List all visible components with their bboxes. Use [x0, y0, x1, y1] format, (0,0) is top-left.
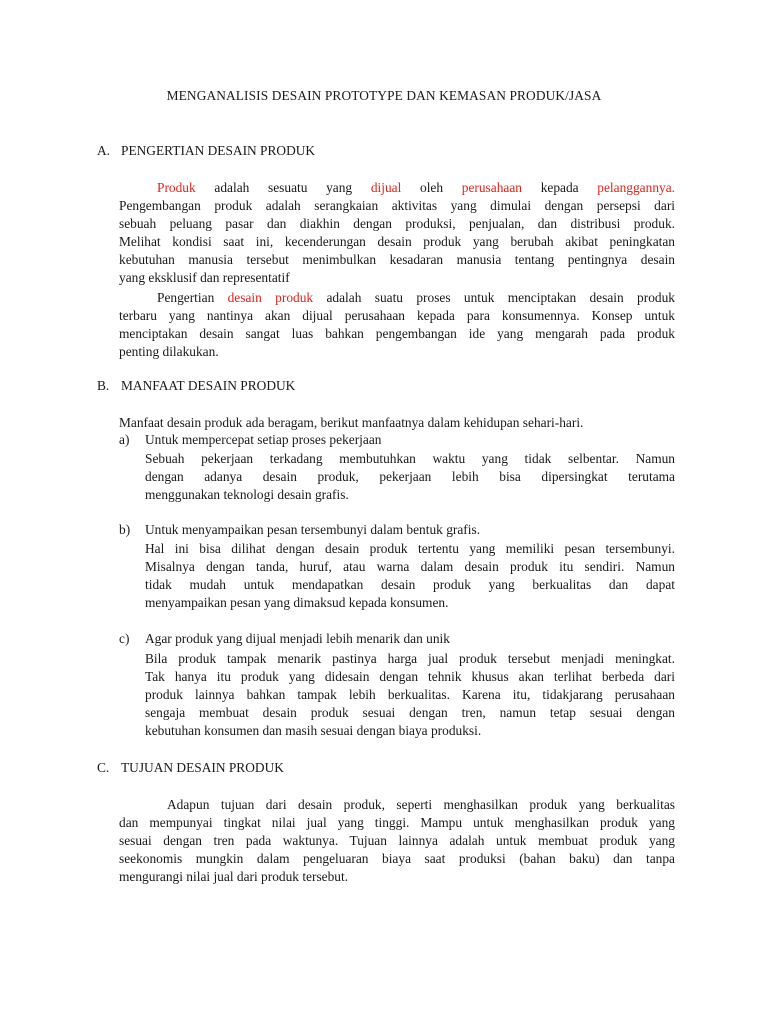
- paragraph-tujuan: [119, 796, 675, 886]
- paragraph-pengertian-1: [119, 179, 675, 287]
- highlight-term: Produk: [157, 180, 196, 195]
- paragraph-line: sebuah peluang pasar dan diakhin dengan produksi, penjualan, dan distribusi produk.: [119, 216, 675, 231]
- highlight-term: desain produk: [227, 290, 314, 305]
- highlight-term: dijual: [370, 180, 402, 195]
- list-item-title: Untuk menyampaikan pesan tersembunyi dalam bentuk grafis.: [145, 522, 481, 537]
- list-item-b: [119, 522, 480, 540]
- text-span: oleh: [420, 180, 444, 195]
- highlight-term: perusahaan: [461, 180, 522, 195]
- list-item-c: [119, 631, 450, 649]
- list-item-title: Untuk mempercepat setiap proses pekerjaan: [145, 432, 382, 447]
- paragraph-line: dan mempunyai tingkat nilai jual yang tinggi. Mampu untuk menghasilkan produk yang: [119, 815, 675, 830]
- list-item-title-line: [119, 432, 381, 450]
- paragraph-line: penting dilakukan.: [119, 344, 219, 359]
- paragraph-line: yang eksklusif dan representatif: [119, 270, 290, 285]
- text-span: Pengertian: [157, 290, 215, 305]
- paragraph-line: Misalnya dengan tanda, huruf, atau warna dalam desain produk itu sendiri. Namun: [145, 559, 675, 574]
- paragraph-line: menciptakan desain sangat luas bahkan pengembangan ide yang mengarah pada produk: [119, 326, 675, 341]
- section-title: MANFAAT DESAIN PRODUK: [121, 378, 296, 393]
- section-b-heading: [97, 378, 295, 394]
- paragraph-line: Melihat kondisi saat ini, kecenderungan desain produk yang berubah akibat peningkatan: [119, 234, 675, 249]
- list-marker: c): [119, 631, 130, 646]
- list-item-title-line: [119, 522, 480, 540]
- paragraph-line: mengurangi nilai jual dari produk tersebut.: [119, 869, 349, 884]
- text-span: kepada: [540, 180, 579, 195]
- list-item-a: [119, 432, 381, 450]
- text-span: adalah suatu proses untuk menciptakan desain produk: [326, 290, 675, 305]
- list-item-title-line: [119, 631, 450, 649]
- paragraph-line: Manfaat desain produk ada beragam, berikut manfaatnya dalam kehidupan sehari-hari.: [119, 415, 584, 430]
- section-letter: B.: [97, 378, 110, 393]
- section-letter: C.: [97, 760, 110, 775]
- paragraph-line: terbaru yang nantinya akan dijual perusahaan kepada para konsumennya. Konsep untuk: [119, 308, 675, 323]
- section-letter: A.: [97, 143, 111, 158]
- text-span: Adapun tujuan dari desain produk, seperti menghasilkan produk yang berkualitas: [167, 797, 675, 812]
- paragraph-line: menggunakan teknologi desain grafis.: [145, 487, 349, 502]
- paragraph-line: tidak mudah untuk mendapatkan desain produk yang berkualitas dan dapat: [145, 577, 675, 592]
- list-item-b-body: [145, 540, 675, 612]
- paragraph-line: menyampaikan pesan yang dimaksud kepada konsumen.: [145, 595, 449, 610]
- paragraph-line: seekonomis mungkin dalam pengeluaran biaya saat produksi (bahan baku) dan tanpa: [119, 851, 675, 866]
- paragraph-line: sengaja membuat desain produk sesuai dengan tren, namun tetap sesuai dengan: [145, 705, 675, 720]
- paragraph-line: kebutuhan konsumen dan masih sesuai dengan biaya produksi.: [145, 723, 482, 738]
- paragraph-line: Tak hanya itu produk yang didesain dengan tehnik khusus akan terlihat berbeda dari: [145, 669, 675, 684]
- section-title: TUJUAN DESAIN PRODUK: [121, 760, 284, 775]
- manfaat-intro: [119, 414, 679, 432]
- paragraph-line: Bila produk tampak menarik pastinya harga jual produk tersebut menjadi meningkat.: [145, 651, 675, 666]
- section-a-heading: [97, 143, 315, 159]
- list-item-title: Agar produk yang dijual menjadi lebih menarik dan unik: [145, 631, 450, 646]
- paragraph-line: kebutuhan manusia tersebut menimbulkan kesadaran manusia tentang pentingnya desain: [119, 252, 675, 267]
- section-title: PENGERTIAN DESAIN PRODUK: [121, 143, 316, 158]
- list-item-a-body: [145, 450, 675, 504]
- paragraph-line: [119, 796, 675, 814]
- paragraph-line: Pengembangan produk adalah serangkaian aktivitas yang dimulai dengan persepsi dari: [119, 198, 675, 213]
- section-c-heading: [97, 760, 284, 776]
- paragraph-line: dengan adanya desain produk, pekerjaan lebih bisa dipersingkat terutama: [145, 469, 675, 484]
- paragraph-line: produk lainnya bahkan tampak lebih berkualitas. Karena itu, tidakjarang perusahaan: [145, 687, 675, 702]
- list-marker: a): [119, 432, 130, 447]
- paragraph-pengertian-2: [119, 289, 675, 361]
- paragraph-line: Sebuah pekerjaan terkadang membutuhkan waktu yang tidak selbentar. Namun: [145, 451, 675, 466]
- text-span: adalah sesuatu yang: [214, 180, 353, 195]
- document-title: MENGANALISIS DESAIN PROTOTYPE DAN KEMASAN PRODUK/JASA: [166, 88, 602, 103]
- highlight-term: pelanggannya.: [597, 180, 675, 195]
- list-marker: b): [119, 522, 131, 537]
- paragraph-line: Hal ini bisa dilihat dengan desain produk tertentu yang memiliki pesan tersembunyi.: [145, 541, 675, 556]
- paragraph-line: sesuai dengan tren pada waktunya. Tujuan lainnya adalah untuk membuat produk yang: [119, 833, 675, 848]
- list-item-c-body: [145, 650, 675, 740]
- paragraph-line: [119, 289, 675, 307]
- paragraph-line: [119, 179, 675, 197]
